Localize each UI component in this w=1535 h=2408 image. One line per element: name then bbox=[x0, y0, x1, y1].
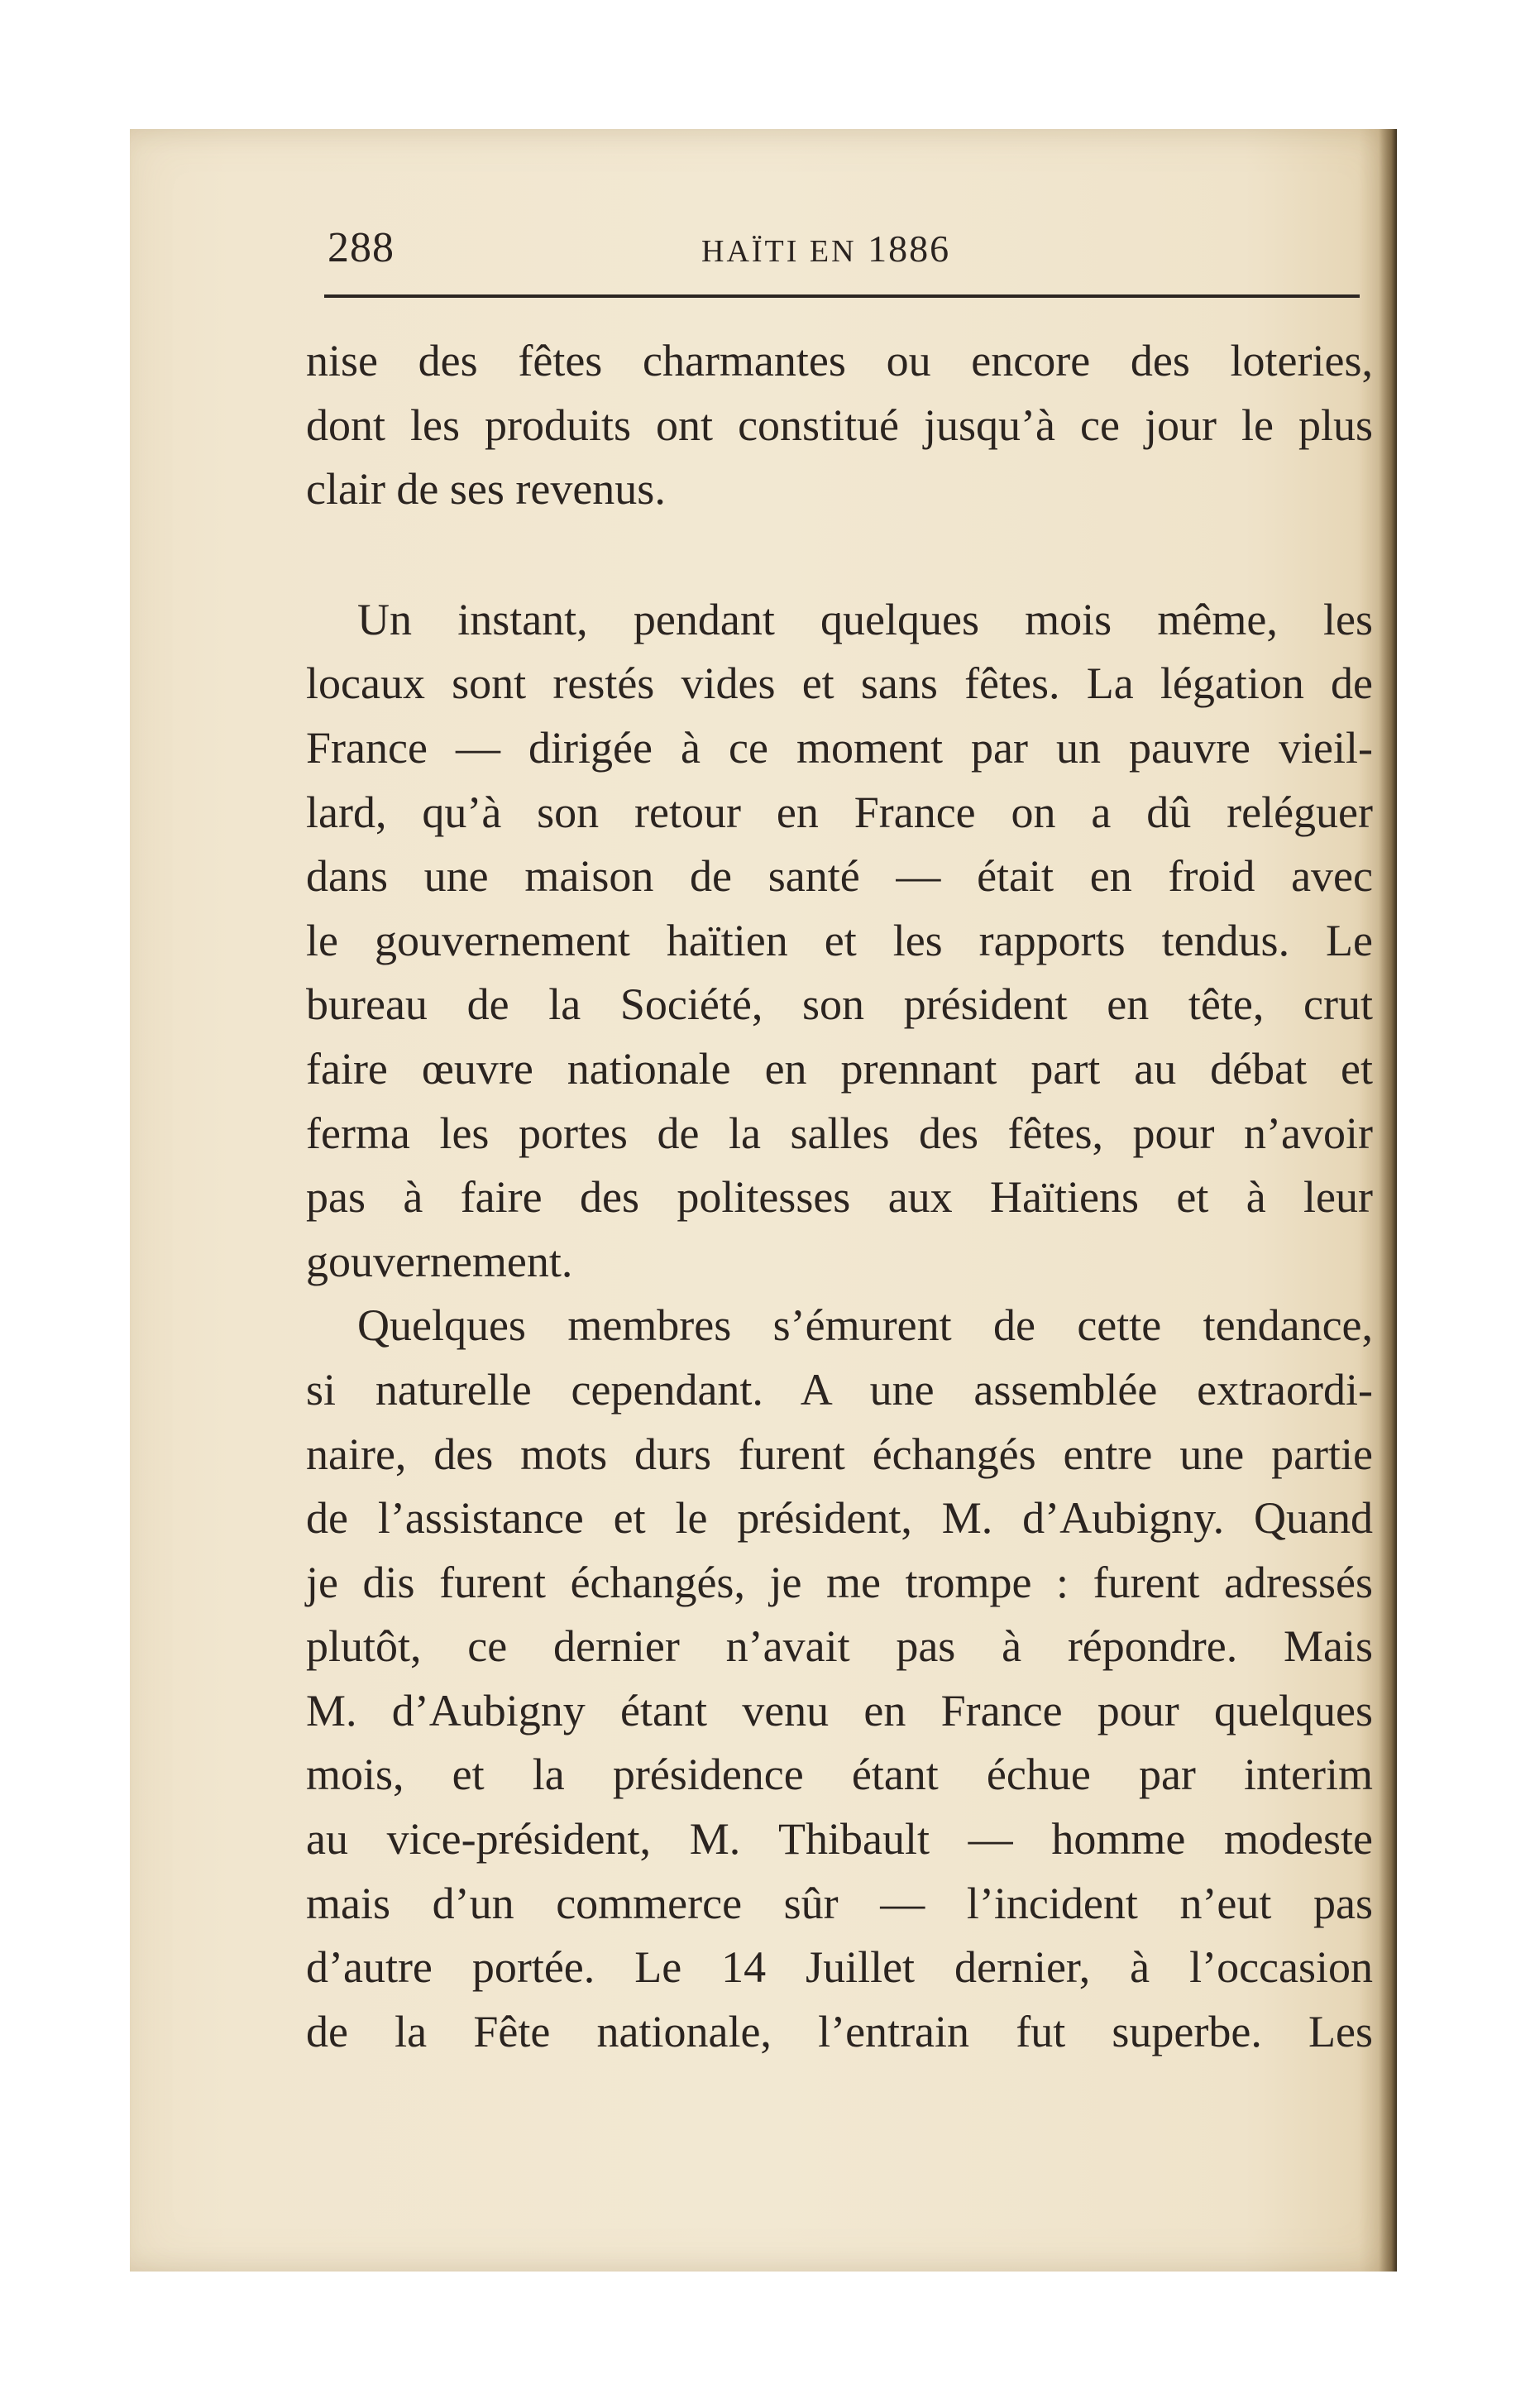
page-edge-shadow bbox=[1379, 129, 1397, 2272]
text-line: locaux sont restés vides et sans fêtes. La légation de bbox=[306, 658, 1373, 709]
text-line: mais d’un commerce sûr — l’incident n’eut pas bbox=[306, 1878, 1373, 1928]
text-line: naire, des mots durs furent échangés entre une partie bbox=[306, 1429, 1373, 1479]
text-line: M. d’Aubigny étant venu en France pour quelques bbox=[306, 1685, 1373, 1735]
paragraph-1 bbox=[306, 329, 1373, 522]
text-line: au vice-président, M. Thibault — homme modeste bbox=[306, 1814, 1373, 1865]
text-line: clair de ses revenus. bbox=[306, 464, 666, 515]
text-line: de l’assistance et le président, M. d’Aubigny. Quand bbox=[306, 1493, 1373, 1544]
text-line: d’autre portée. Le 14 Juillet dernier, à l’occasion bbox=[306, 1942, 1373, 1993]
text-line: bureau de la Société, son président en tête, crut bbox=[306, 979, 1373, 1030]
text-line: de la Fête nationale, l’entrain fut superbe. Les bbox=[306, 2006, 1373, 2056]
text-line: le gouvernement haïtien et les rapports tendus. Le bbox=[306, 915, 1373, 965]
page-number: 288 bbox=[328, 224, 395, 271]
running-head-title: HAÏTI EN bbox=[701, 234, 857, 269]
paragraph-2 bbox=[306, 588, 1373, 1295]
paragraph-3 bbox=[306, 1294, 1373, 2064]
text-line: mois, et la présidence étant échue par interim bbox=[306, 1750, 1373, 1800]
body-text bbox=[306, 329, 1373, 2064]
text-line: dont les produits ont constitué jusqu’à ce jour le plus bbox=[306, 400, 1373, 450]
text-line: dans une maison de santé — était en froid avec bbox=[306, 851, 1373, 902]
page-header bbox=[328, 223, 1357, 281]
text-line: ferma les portes de la salles des fêtes, pour n’avoir bbox=[306, 1108, 1373, 1158]
text-line: lard, qu’à son retour en France on a dû reléguer bbox=[306, 787, 1373, 837]
running-head bbox=[701, 227, 950, 270]
text-line: gouvernement. bbox=[306, 1236, 573, 1286]
text-line: faire œuvre nationale en prennant part au débat et bbox=[306, 1043, 1373, 1094]
paragraph-gap bbox=[306, 522, 1373, 588]
text-line: pas à faire des politesses aux Haïtiens et à leur bbox=[306, 1172, 1373, 1223]
text-line: si naturelle cependant. A une assemblée extraordi- bbox=[306, 1364, 1373, 1415]
text-line: Un instant, pendant quelques mois même, les bbox=[357, 594, 1373, 644]
running-head-year: 1886 bbox=[868, 227, 951, 270]
text-line: je dis furent échangés, je me trompe : furent adressés bbox=[306, 1557, 1373, 1607]
header-rule bbox=[324, 294, 1360, 298]
text-line: France — dirigée à ce moment par un pauvre vieil- bbox=[306, 722, 1373, 773]
text-line: plutôt, ce dernier n’avait pas à répondre. Mais bbox=[306, 1621, 1373, 1672]
text-line: nise des fêtes charmantes ou encore des loteries, bbox=[306, 336, 1373, 385]
text-line: Quelques membres s’émurent de cette tendance, bbox=[357, 1300, 1373, 1351]
